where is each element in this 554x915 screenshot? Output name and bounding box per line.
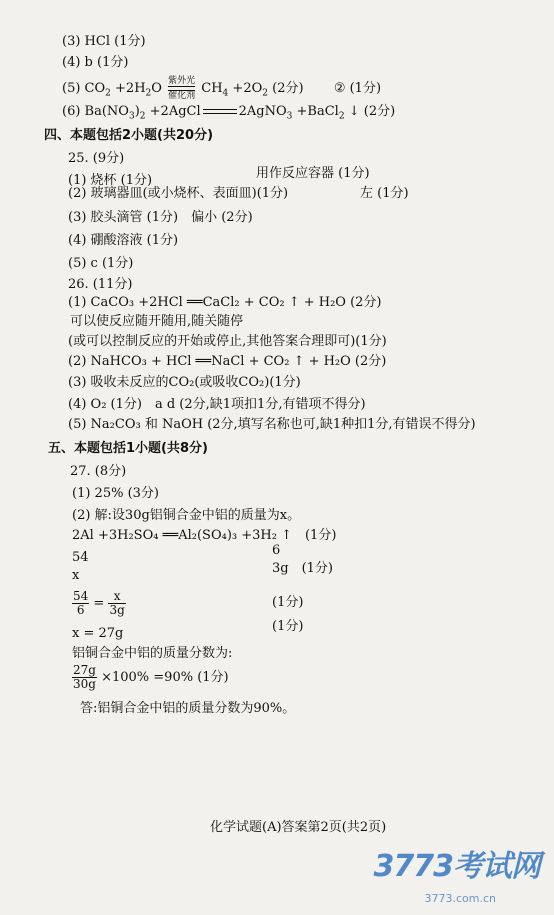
proportion-mark: (1分) — [272, 595, 304, 610]
fraction-percent: $\frac{27g}{30g}$ — [73, 663, 96, 691]
answer-26-4: (4) O₂ (1分) a d (2分,缺1项扣1分,有错项不得分) — [68, 397, 366, 412]
text: CH — [201, 81, 223, 96]
text: +2H — [115, 81, 146, 96]
answer-26-1b: 可以使反应随开随用,随关随停 — [70, 314, 244, 329]
final-answer: 答:铝铜合金中铝的质量分数为90%。 — [80, 701, 296, 716]
text: ) — [134, 104, 140, 119]
text: +2O — [232, 81, 263, 96]
answer-25-3: (3) 胶头滴管 (1分) 偏小 (2分) — [68, 210, 253, 225]
answer-26-1: (1) CaCO₃ +2HCl ══CaCl₂ + CO₂ ↑ + H₂O (2分) — [68, 295, 382, 310]
text: +2AgCl — [149, 104, 201, 119]
proportion — [72, 590, 126, 617]
text: ↓ (2分) — [348, 104, 396, 119]
result-x-mark: (1分) — [272, 619, 304, 634]
given-3g: 3g (1分) — [272, 561, 334, 576]
answer-27-1: (1) 25% (3分) — [72, 486, 159, 501]
answer-6: (6) $Ba(NO_3)_2$ +2AgCl 2AgNO$_3$ +BaCl$_2$ ↓ (2分) — [62, 104, 396, 122]
answer-25-2b: 左 (1分) — [360, 186, 409, 201]
reaction-condition: 紫外光 催化剂 — [168, 76, 196, 101]
answer-25-5: (5) c (1分) — [68, 256, 134, 271]
text: ×100% =90% (1分) — [101, 670, 229, 685]
text: O — [151, 81, 162, 96]
percentage-calc — [72, 664, 229, 691]
answer-25-1: (1) 烧杯 (1分) — [68, 173, 153, 188]
section-5-heading: 五、本题包括1小题(共8分) — [48, 441, 208, 456]
text: (6) Ba(NO — [62, 104, 129, 119]
page-footer: 化学试题(A)答案第2页(共2页) — [210, 820, 387, 835]
equation-27: 2Al +3H₂SO₄ ══Al₂(SO₄)₃ +3H₂ ↑ (1分) — [72, 528, 337, 543]
answer-26-3: (3) 吸收未反应的CO₂(或吸收CO₂)(1分) — [68, 375, 301, 390]
mass-h2: 6 — [272, 543, 281, 558]
text: ② (1分) — [333, 81, 382, 96]
answer-26-2: (2) NaHCO₃ + HCl ══NaCl + CO₂ ↑ + H₂O (2分) — [68, 354, 387, 369]
watermark-logo: 3773考试网 — [373, 849, 540, 884]
answer-26-1c: (或可以控制反应的开始或停止,其他答案合理即可)(1分) — [68, 334, 387, 349]
watermark-url: 3773.com.cn — [424, 892, 496, 905]
answer-26-5: (5) Na₂CO₃ 和 NaOH (2分,填写名称也可,缺1种扣1分,有错误不得分) — [68, 417, 476, 432]
question-27: 27. (8分) — [70, 464, 127, 479]
percentage-label: 铝铜合金中铝的质量分数为: — [72, 646, 233, 661]
text: (5) CO — [62, 81, 106, 96]
mass-al: 54 — [72, 550, 89, 565]
fraction-left: $\frac{54}{6}$ — [73, 589, 89, 617]
result-x: x = 27g — [72, 626, 124, 641]
text: (2分) — [272, 81, 304, 96]
answer-4: (4) b (1分) — [62, 55, 129, 70]
fraction-right: $\frac{x}{3g}$ — [109, 589, 125, 617]
unknown-x: x — [72, 568, 80, 583]
answer-27-2: (2) 解:设30g铝铜合金中铝的质量为x。 — [72, 508, 301, 523]
question-25: 25. (9分) — [68, 151, 125, 166]
answer-5: (5) $CO_2 +2H_2O$ 紫外光 催化剂 $CH_4 +2O_2$ (2分) ② (1分) — [62, 76, 382, 101]
answer-25-2: (2) 玻璃器皿(或小烧杯、表面皿)(1分) — [68, 186, 289, 201]
answer-3: (3) HCl (1分) — [62, 34, 146, 49]
text: = — [93, 596, 105, 611]
question-26: 26. (11分) — [68, 277, 133, 292]
text: 2AgNO — [238, 104, 287, 119]
text: +BaCl — [296, 104, 339, 119]
answer-25-4: (4) 硼酸溶液 (1分) — [68, 233, 179, 248]
answer-25-1b: 用作反应容器 (1分) — [256, 166, 370, 181]
section-4-heading: 四、本题包括2小题(共20分) — [44, 128, 214, 143]
equals-sign — [203, 109, 237, 114]
